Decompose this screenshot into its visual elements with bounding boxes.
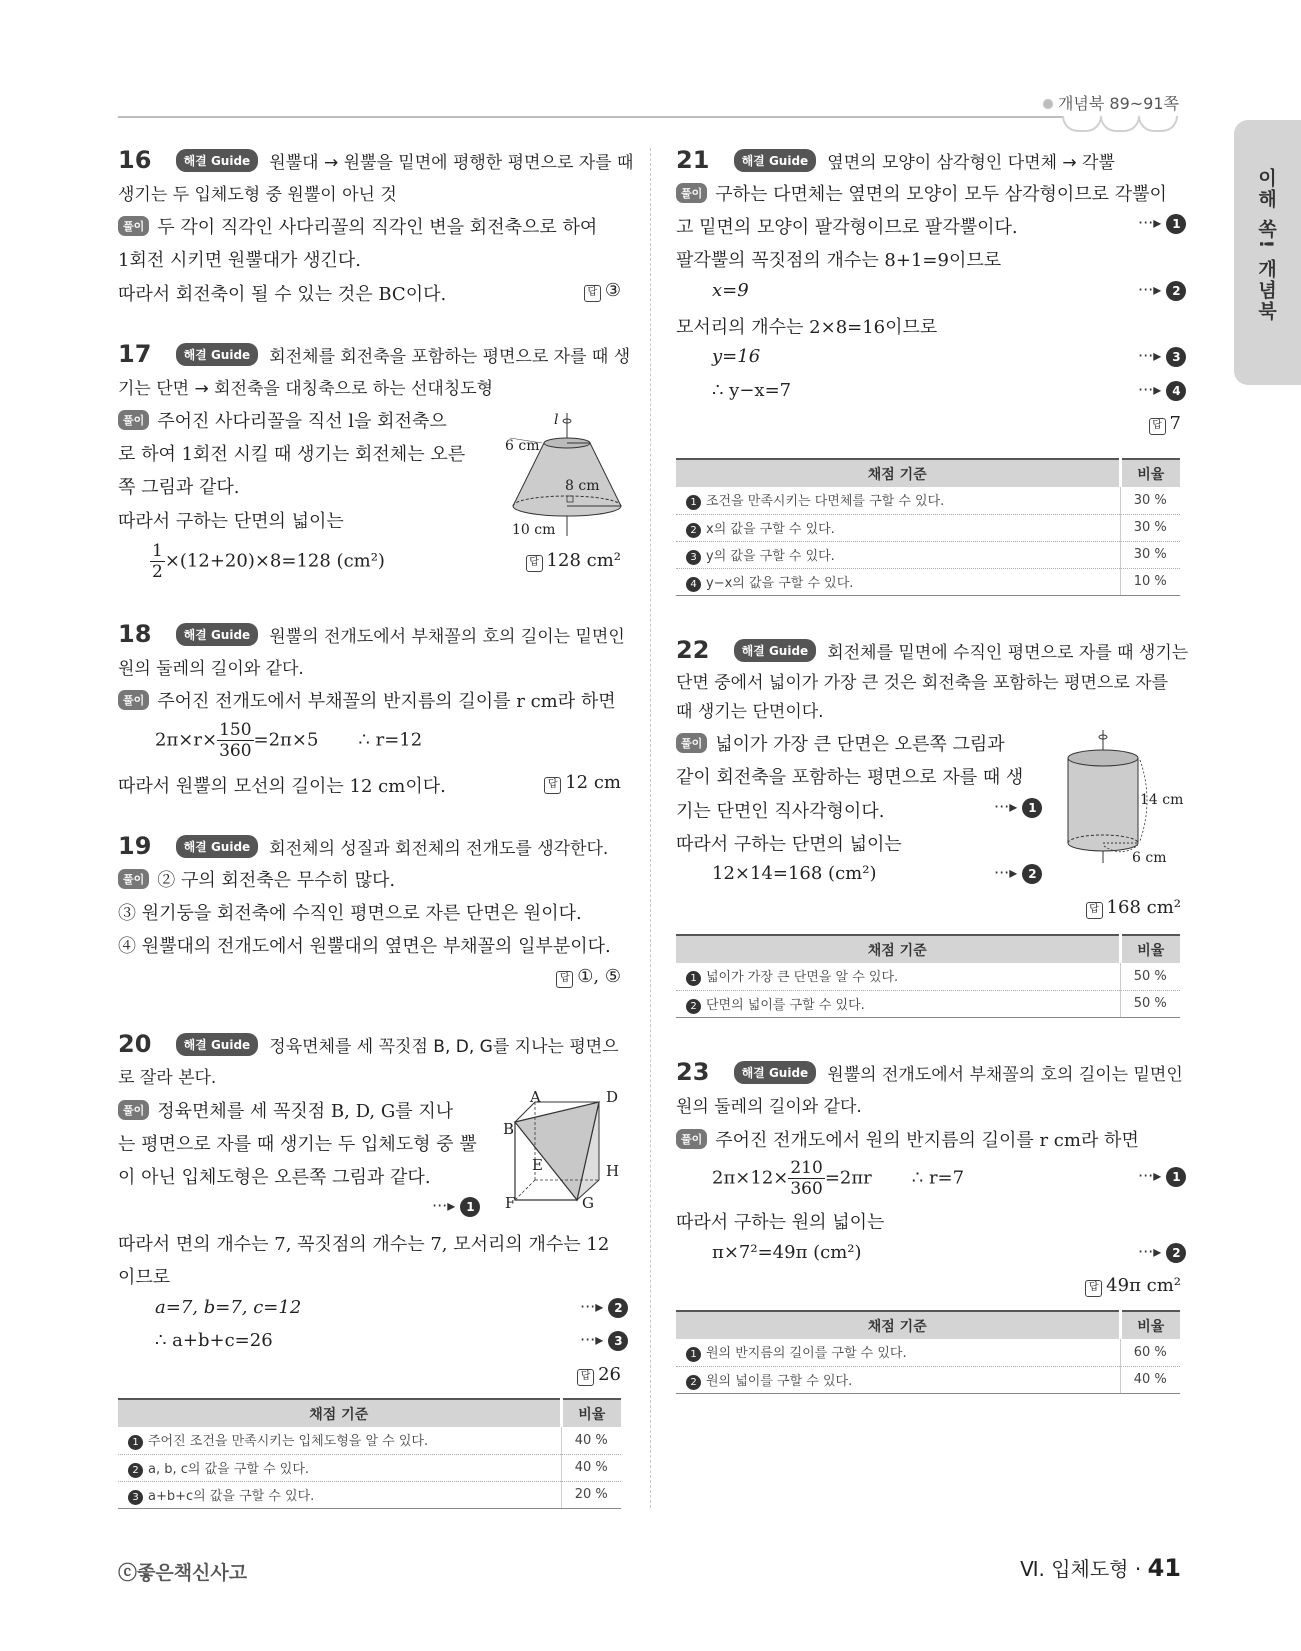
table-header: 비율: [1120, 935, 1180, 963]
guide-text: 원뿔의 전개도에서 부채꼴의 호의 길이는 밑면인: [269, 627, 625, 647]
solution-line: 팔각뿔의 꼭짓점의 개수는 8+1=9이므로: [676, 250, 1002, 271]
guide-text: 원의 둘레의 길이와 같다.: [118, 659, 304, 679]
formula-text: 2π×r×: [155, 729, 218, 751]
solution-line: 따라서 구하는 단면의 넓이는: [118, 511, 344, 532]
solution-line: 따라서 구하는 원의 넓이는: [676, 1212, 885, 1233]
table-header: 비율: [561, 1399, 621, 1427]
guide-text: 회전체를 회전축을 포함하는 평면으로 자를 때 생: [269, 347, 631, 367]
table-cell: 30 %: [1120, 487, 1180, 514]
answer: [584, 280, 621, 302]
vertex-label: B: [503, 1120, 515, 1138]
table-header: 채점 기준: [676, 459, 1120, 487]
problem-23-header: [676, 1058, 1183, 1086]
step-marker: ···▸ 4: [1138, 380, 1186, 401]
vertex-label: A: [530, 1088, 541, 1106]
formula-result: ∴ r=12: [358, 729, 423, 751]
table-row: [676, 541, 1180, 568]
table-row: [118, 1481, 621, 1508]
step-marker: ···▸ 1: [1138, 1166, 1186, 1187]
table-cell: 50 %: [1120, 963, 1180, 990]
problem-20-header: [118, 1030, 619, 1058]
solution-line: ③ 원기둥을 회전축에 수직인 평면으로 자른 단면은 원이다.: [118, 903, 582, 924]
dimension-label: 10 cm: [512, 522, 556, 538]
solution-line: [118, 407, 447, 433]
table-cell: a+b+c의 값을 구할 수 있다.: [148, 1488, 315, 1504]
answer-icon: 답: [556, 971, 573, 988]
table-cell: 40 %: [561, 1427, 621, 1454]
guide-text: 옆면의 모양이 삼각형인 다면체 → 각뿔: [827, 153, 1115, 173]
table-cell: 30 %: [1120, 541, 1180, 568]
vertex-label: D: [606, 1088, 619, 1106]
table-cell: 40 %: [1120, 1366, 1180, 1393]
solution-badge: 풀이: [676, 1129, 707, 1149]
step-bullet: 2: [686, 999, 701, 1014]
page-footer: [1020, 1553, 1181, 1582]
solution-line: 고 밑면의 모양이 팔각형이므로 팔각뿔이다.: [676, 217, 1018, 238]
solution-line: x=9: [712, 280, 749, 301]
problem-number: 20: [118, 1030, 152, 1058]
table-cell: y의 값을 구할 수 있다.: [706, 548, 835, 564]
guide-text: 원뿔대 → 원뿔을 밑면에 평행한 평면으로 자를 때: [269, 153, 634, 173]
table-cell: 30 %: [1120, 514, 1180, 541]
solution-text: 두 각이 직각인 사다리꼴의 직각인 변을 회전축으로 하여: [157, 217, 598, 238]
answer: [526, 550, 621, 572]
table-cell: 10 %: [1120, 568, 1180, 595]
table-cell: 원의 넓이를 구할 수 있다.: [706, 1373, 853, 1389]
table-cell: 원의 반지름의 길이를 구할 수 있다.: [706, 1346, 907, 1362]
guide-badge: 해결 Guide: [176, 835, 259, 858]
solution-text: 정육면체를 세 꼭짓점 B, D, G를 지나: [157, 1101, 454, 1122]
problem-18-header: [118, 620, 625, 648]
fraction: [150, 541, 165, 582]
step-bullet: 4: [686, 577, 701, 592]
solution-line: 쪽 그림과 같다.: [118, 477, 240, 498]
step-marker: ···▸ 3: [1138, 346, 1186, 367]
solution-line: y=16: [712, 346, 761, 367]
dimension-label: 6 cm: [1132, 850, 1167, 866]
step-bullet: 1: [686, 971, 701, 986]
solution-text: 주어진 전개도에서 원의 반지름의 길이를 r cm라 하면: [715, 1130, 1139, 1151]
grading-table: [676, 934, 1180, 1018]
table-row: [676, 1339, 1180, 1366]
table-cell: 40 %: [561, 1454, 621, 1481]
vertex-label: H: [606, 1162, 620, 1180]
guide-text: 때 생기는 단면이다.: [676, 702, 824, 722]
guide-badge: 해결 Guide: [734, 639, 817, 662]
problem-number: 23: [676, 1058, 710, 1086]
step-marker: ···▸ 1: [432, 1196, 480, 1217]
solution-line: 로 하여 1회전 시킬 때 생기는 회전체는 오른: [118, 444, 466, 465]
table-cell: 단면의 넓이를 구할 수 있다.: [706, 997, 865, 1013]
table-header: 채점 기준: [118, 1399, 561, 1427]
solution-badge: 풀이: [118, 690, 149, 710]
header-rule: [118, 116, 1178, 118]
table-cell: 20 %: [561, 1481, 621, 1508]
solution-badge: 풀이: [118, 216, 149, 236]
solution-line: 는 평면으로 자를 때 생기는 두 입체도형 중 뿔: [118, 1134, 477, 1155]
solution-line: [118, 866, 395, 892]
table-row: [676, 990, 1180, 1017]
answer-icon: 답: [577, 1369, 594, 1386]
vertex-label: F: [505, 1194, 516, 1212]
answer-icon: 답: [1086, 902, 1103, 919]
table-header: 비율: [1120, 459, 1180, 487]
guide-text: 로 잘라 본다.: [118, 1068, 217, 1088]
solution-text: 주어진 전개도에서 부채꼴의 반지름의 길이를 r cm라 하면: [157, 691, 616, 712]
step-bullet: 1: [128, 1435, 143, 1450]
step-marker: ···▸ 1: [1138, 213, 1186, 234]
grading-table: [676, 1310, 1180, 1394]
solution-badge: 풀이: [676, 183, 707, 203]
problem-21-header: [676, 146, 1115, 174]
solution-line: 따라서 회전축이 될 수 있는 것은 BC이다.: [118, 284, 447, 305]
step-marker: ···▸ 2: [1138, 1242, 1186, 1263]
page-reference: [1043, 91, 1179, 114]
table-cell: 주어진 조건을 만족시키는 입체도형을 알 수 있다.: [148, 1434, 429, 1450]
side-tab-label: 이해 쏙! 개념북: [1255, 168, 1277, 322]
table-cell: 조건을 만족시키는 다면체를 구할 수 있다.: [706, 494, 945, 510]
answer-value: 168 cm²: [1106, 897, 1181, 918]
table-row: [676, 963, 1180, 990]
formula-text: 2π×12×: [712, 1167, 789, 1189]
solution-line: 따라서 구하는 단면의 넓이는: [676, 834, 902, 855]
table-header: 채점 기준: [676, 1311, 1120, 1339]
solution-line: 12×14=168 (cm²): [712, 863, 877, 884]
step-bullet: 2: [686, 523, 701, 538]
step-marker: ···▸ 2: [580, 1297, 628, 1318]
problem-number: 22: [676, 636, 710, 664]
solution-line: 1회전 시키면 원뿔대가 생긴다.: [118, 250, 361, 271]
step-bullet: 1: [686, 1347, 701, 1362]
fraction: [217, 720, 253, 761]
answer-value: 12 cm: [565, 772, 621, 793]
step-bullet: 3: [686, 550, 701, 565]
solution-line: [676, 180, 1167, 206]
grading-table: [676, 458, 1180, 596]
numerator: 1: [152, 541, 163, 561]
solution-badge: 풀이: [118, 410, 149, 430]
solution-line: [676, 1126, 1139, 1152]
table-cell: 50 %: [1120, 990, 1180, 1017]
formula: [712, 1158, 964, 1199]
solution-line: 모서리의 개수는 2×8=16이므로: [676, 317, 938, 338]
guide-badge: 해결 Guide: [734, 149, 817, 172]
solution-badge: 풀이: [676, 733, 707, 753]
problem-number: 16: [118, 146, 152, 174]
answer: [1085, 1275, 1181, 1297]
dimension-label: 6 cm: [505, 438, 540, 454]
table-row: [676, 568, 1180, 595]
answer: [577, 1364, 621, 1386]
formula-text: =2π×5: [253, 729, 319, 751]
solution-line: a=7, b=7, c=12: [155, 1297, 302, 1318]
table-row: [676, 1366, 1180, 1393]
page-ref-text: 개념북 89~91쪽: [1057, 94, 1179, 113]
formula-text: ×(12+20)×8=128 (cm²): [164, 550, 385, 572]
solution-text: ② 구의 회전축은 무수히 많다.: [157, 870, 396, 891]
problem-number: 17: [118, 340, 152, 368]
answer-value: ①, ⑤: [577, 966, 621, 987]
vertex-label: G: [582, 1194, 594, 1212]
formula: [155, 720, 422, 761]
problem-19-header: [118, 832, 608, 860]
problem-17-header: [118, 340, 630, 368]
problem-16-header: [118, 146, 633, 174]
step-marker: ···▸ 3: [580, 1330, 628, 1351]
guide-badge: 해결 Guide: [176, 623, 259, 646]
numerator: 210: [790, 1158, 823, 1178]
denominator: 360: [219, 741, 252, 761]
guide-text: 회전체의 성질과 회전체의 전개도를 생각한다.: [269, 839, 609, 859]
formula-text: =2πr: [824, 1167, 872, 1189]
answer-icon: 답: [1149, 418, 1166, 435]
bullet-icon: [1043, 99, 1053, 109]
table-header: 채점 기준: [676, 935, 1120, 963]
solution-text: 주어진 사다리꼴을 직선 l을 회전축으: [157, 411, 447, 432]
fraction: [788, 1158, 824, 1199]
answer-icon: 답: [544, 777, 561, 794]
guide-text: 원뿔의 전개도에서 부채꼴의 호의 길이는 밑면인: [827, 1065, 1183, 1085]
answer: [544, 772, 621, 794]
grading-table: [118, 1398, 621, 1509]
solution-badge: 풀이: [118, 1100, 149, 1120]
answer-icon: 답: [584, 285, 601, 302]
solution-line: 이 아닌 입체도형은 오른쪽 그림과 같다.: [118, 1167, 431, 1188]
table-row: [676, 514, 1180, 541]
chapter-label: Ⅵ. 입체도형 ·: [1020, 1557, 1142, 1581]
table-header: 비율: [1120, 1311, 1180, 1339]
solution-line: 같이 회전축을 포함하는 평면으로 자를 때 생: [676, 767, 1024, 788]
solution-text: 구하는 다면체는 옆면의 모양이 모두 삼각형이므로 각뿔이: [715, 184, 1167, 205]
answer-icon: 답: [526, 555, 543, 572]
denominator: 2: [152, 562, 163, 582]
table-row: [118, 1427, 621, 1454]
solution-line: π×7²=49π (cm²): [712, 1242, 862, 1263]
column-divider: [650, 148, 651, 1508]
table-row: [676, 487, 1180, 514]
answer-value: 26: [598, 1364, 621, 1385]
numerator: 150: [219, 720, 252, 740]
formula: [150, 541, 385, 582]
step-marker: ···▸ 1: [994, 797, 1042, 818]
solution-line: 이므로: [118, 1267, 171, 1288]
solution-line: 따라서 면의 개수는 7, 꼭짓점의 개수는 7, 모서리의 개수는 12: [118, 1234, 610, 1255]
page-number: 41: [1147, 1554, 1181, 1582]
problem-number: 19: [118, 832, 152, 860]
denominator: 360: [790, 1179, 823, 1199]
solution-line: ∴ y−x=7: [712, 380, 792, 401]
solution-text: 넓이가 가장 큰 단면은 오른쪽 그림과: [715, 734, 1005, 755]
solution-line: ④ 원뿔대의 전개도에서 원뿔대의 옆면은 부채꼴의 일부분이다.: [118, 936, 611, 957]
dimension-label: 14 cm: [1140, 792, 1184, 808]
guide-text: 원의 둘레의 길이와 같다.: [676, 1097, 862, 1117]
answer-value: 49π cm²: [1106, 1275, 1181, 1296]
solution-line: [118, 687, 616, 713]
answer-icon: 답: [1085, 1280, 1102, 1297]
step-marker: ···▸ 2: [1138, 280, 1186, 301]
table-row: [118, 1454, 621, 1481]
publisher-logo: ⓒ좋은책신사고: [118, 1562, 248, 1584]
guide-badge: 해결 Guide: [176, 1033, 259, 1056]
table-cell: 60 %: [1120, 1339, 1180, 1366]
dimension-label: 8 cm: [565, 478, 600, 494]
step-bullet: 2: [128, 1463, 143, 1478]
answer: [1149, 413, 1181, 435]
guide-text: 생기는 두 입체도형 중 원뿔이 아닌 것: [118, 185, 397, 205]
solution-line: 따라서 원뿔의 모선의 길이는 12 cm이다.: [118, 776, 446, 797]
guide-badge: 해결 Guide: [734, 1061, 817, 1084]
solution-badge: 풀이: [118, 869, 149, 889]
solution-line: 기는 단면인 직사각형이다.: [676, 801, 885, 822]
solution-line: [118, 1097, 453, 1123]
answer-value: 128 cm²: [546, 550, 621, 571]
step-bullet: 3: [128, 1490, 143, 1505]
guide-text: 단면 중에서 넓이가 가장 큰 것은 회전축을 포함하는 평면으로 자를: [676, 673, 1169, 693]
table-cell: y−x의 값을 구할 수 있다.: [706, 575, 854, 591]
step-bullet: 1: [686, 495, 701, 510]
answer: [556, 966, 621, 988]
guide-badge: 해결 Guide: [176, 343, 259, 366]
solution-line: ∴ a+b+c=26: [155, 1330, 273, 1351]
problem-number: 18: [118, 620, 152, 648]
answer-value: ③: [604, 280, 621, 301]
axis-label: l: [554, 412, 559, 428]
step-bullet: 2: [686, 1375, 701, 1390]
guide-text: 회전체를 밑면에 수직인 평면으로 자를 때 생기는: [827, 643, 1189, 663]
cube-figure: [505, 1100, 625, 1210]
vertex-label: E: [532, 1156, 543, 1174]
solution-line: [676, 730, 1005, 756]
guide-text: 기는 단면 → 회전축을 대칭축으로 하는 선대칭도형: [118, 379, 494, 399]
table-cell: 넓이가 가장 큰 단면을 알 수 있다.: [706, 970, 899, 986]
table-cell: x의 값을 구할 수 있다.: [706, 521, 835, 537]
solution-line: [118, 213, 597, 239]
guide-badge: 해결 Guide: [176, 149, 259, 172]
formula-result: ∴ r=7: [911, 1167, 965, 1189]
header-decoration: [1062, 116, 1182, 136]
problem-22-header: [676, 636, 1188, 664]
table-cell: a, b, c의 값을 구할 수 있다.: [148, 1461, 310, 1477]
guide-text: 정육면체를 세 꼭짓점 B, D, G를 지나는 평면으: [269, 1037, 619, 1057]
answer-value: 7: [1169, 413, 1181, 434]
answer: [1086, 897, 1181, 919]
problem-number: 21: [676, 146, 710, 174]
step-marker: ···▸ 2: [994, 863, 1042, 884]
